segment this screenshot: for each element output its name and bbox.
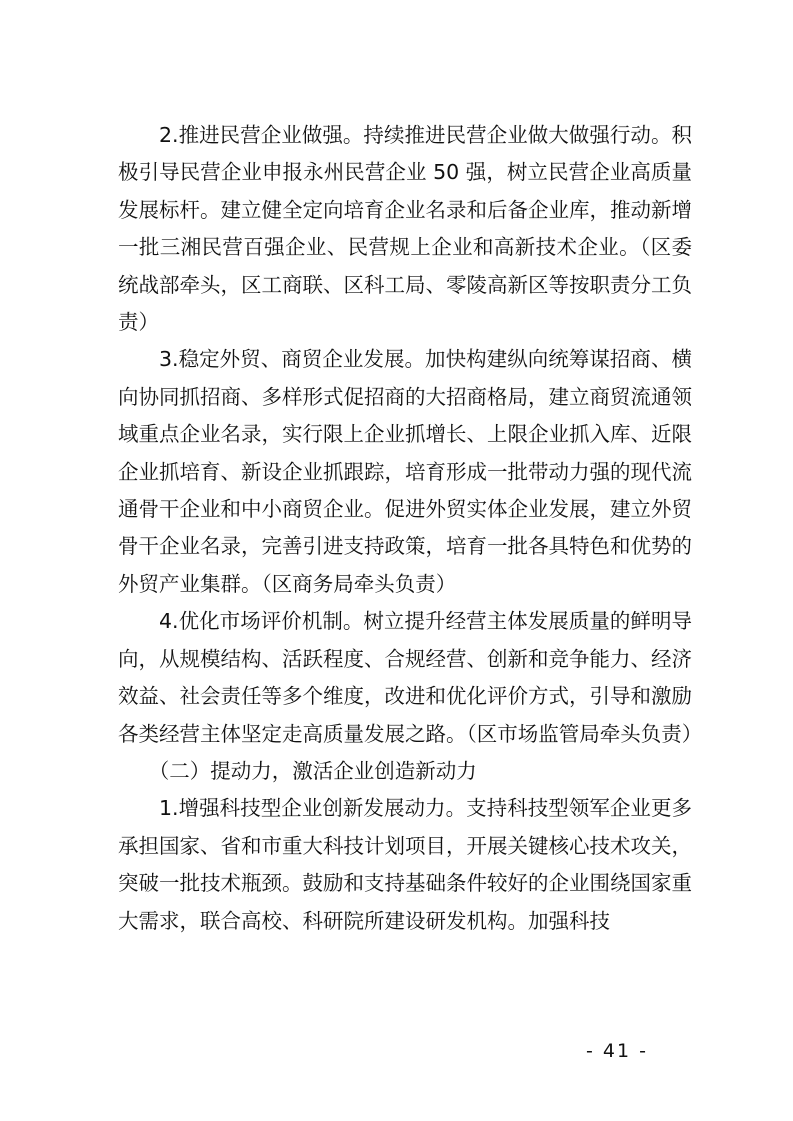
- section-heading: （二）提动力，激活企业创造新动力: [148, 758, 477, 783]
- document-body: [118, 117, 703, 940]
- paragraph-stabilize-trade-enterprises: 3.稳定外贸、商贸企业发展。加快构建纵向统筹谋招商、横向协同抓招商、多样形式促招商的大招商格局，建立商贸流通领域重点企业名录，实行限上企业抓增长、上限企业抓入库、近限企业抓培育、新设企业抓跟踪，培育形成一批带动力强的现代流通骨干企业和中小商贸企业。促进外贸实体企业发展，建立外贸骨干企业名录，完善引进支持政策，培育一批各具特色和优势的外贸产业集群。（区商务局牵头负责）: [118, 347, 692, 596]
- page-number: - 41 -: [586, 1040, 648, 1062]
- paragraph-strengthen-private-enterprises: 2.推进民营企业做强。持续推进民营企业做大做强行动。积极引导民营企业申报永州民营企业 50 强，树立民营企业高质量发展标杆。建立健全定向培育企业名录和后备企业库，推动新增一批三湘民营百强企业、民营规上企业和高新技术企业。（区委统战部牵头，区工商联、区科工局、零陵高新区等按职责分工负责）: [118, 123, 692, 335]
- paragraph-tech-innovation: 1.增强科技型企业创新发展动力。支持科技型领军企业更多承担国家、省和市重大科技计划项目，开展关键核心技术攻关，突破一批技术瓶颈。鼓励和支持基础条件较好的企业围绕国家重大需求，联合高校、科研院所建设研发机构。加强科技: [118, 796, 692, 933]
- paragraph-optimize-market-evaluation: 4.优化市场评价机制。树立提升经营主体发展质量的鲜明导向，从规模结构、活跃程度、合规经营、创新和竞争能力、经济效益、社会责任等多个维度，改进和优化评价方式，引导和激励各类经营主体坚定走高质量发展之路。（区市场监管局牵头负责）: [118, 609, 703, 746]
